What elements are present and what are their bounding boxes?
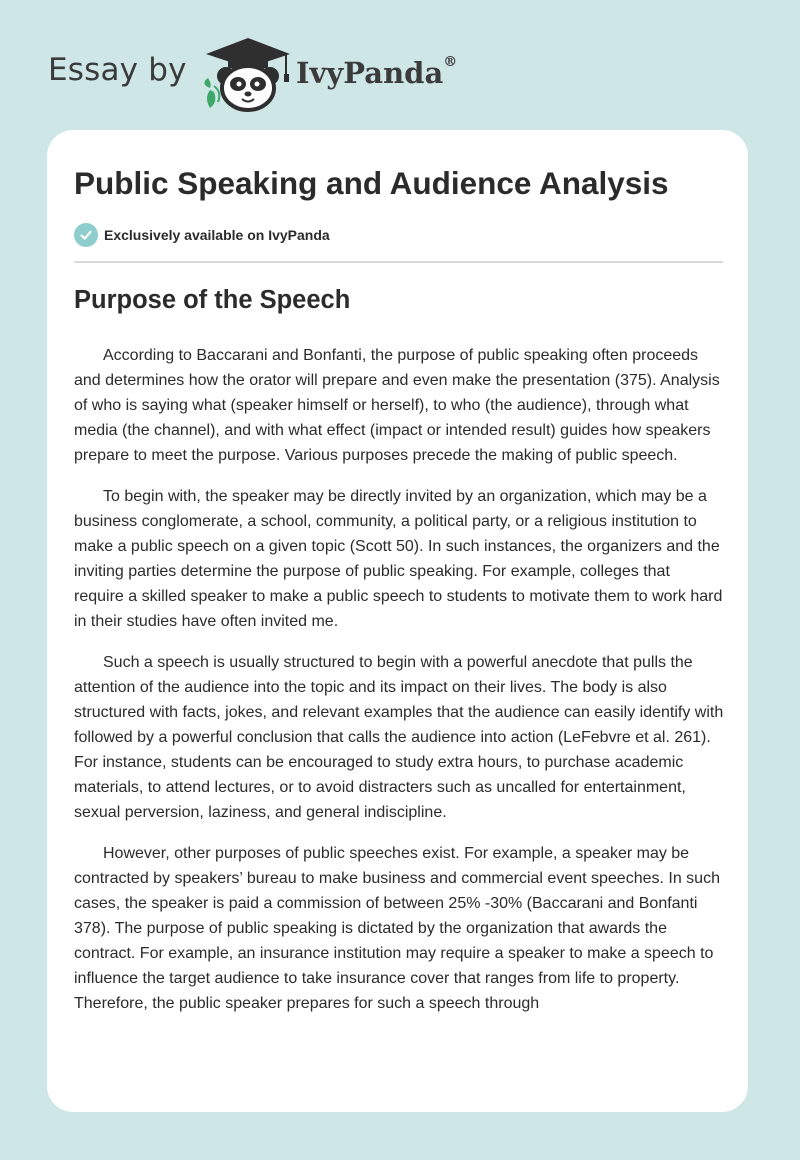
paragraph: However, other purposes of public speeches exist. For example, a speaker may be contracted by speakers’ bureau to make business and commercial event speeches. In such cases, the speaker is paid a commission of between 25% -30% (Baccarani and Bonfanti 378). The purpose of public speaking is dictated by the organization that awards the contract. For example, an insurance institution may require a speaker to make a speech to influence the target audience to take insurance cover that ranges from life to property. Therefore, the public speaker prepares for such a speech through — [74, 845, 720, 1012]
section-heading: Purpose of the Speech — [74, 286, 351, 314]
divider — [74, 261, 723, 263]
site-header — [48, 36, 752, 116]
paragraph: To begin with, the speaker may be directly invited by an organization, which may be a business conglomerate, a school, community, a political party, or a religious institution to make a public speech on a given topic (Scott 50). In such instances, the organizers and the inviting parties determine the purpose of public speaking. For example, colleges that require a skilled speaker to make a public speech to students to motivate them to work hard in their studies have often invited me. — [74, 488, 723, 630]
registered-mark: ® — [443, 54, 458, 70]
essay-card — [47, 130, 748, 1112]
paragraph: According to Baccarani and Bonfanti, the purpose of public speaking often proceeds and determines how the orator will prepare and even make the presentation (375). Analysis of who is saying what (speaker himself or herself), to who (the audience), through what media (the channel), and with what effect (impact or intended result) guides how speakers prepare to meet the purpose. Various purposes precede the making of public speech. — [74, 347, 720, 464]
page-title: Public Speaking and Audience Analysis — [74, 165, 669, 201]
panda-logo-icon — [202, 36, 296, 112]
essay-by-label: Essay by — [48, 52, 187, 88]
brand-name: IvyPanda® — [296, 54, 458, 90]
paragraph: Such a speech is usually structured to begin with a powerful anecdote that pulls the attention of the audience into the topic and its impact on their lives. The body is also structured with facts, jokes, and relevant examples that the audience can easily identify with followed by a powerful conclusion that calls the audience into action (LeFebvre et al. 261). For instance, students can be encouraged to study extra hours, to purchase academic materials, to attend lectures, or to avoid distracters such as uncalled for entertainment, sexual perversion, laziness, and general indiscipline. — [74, 654, 724, 821]
essay-body — [74, 343, 724, 1032]
check-circle-icon — [74, 223, 98, 247]
exclusive-label: Exclusively available on IvyPanda — [104, 227, 330, 243]
exclusive-badge — [74, 222, 330, 248]
